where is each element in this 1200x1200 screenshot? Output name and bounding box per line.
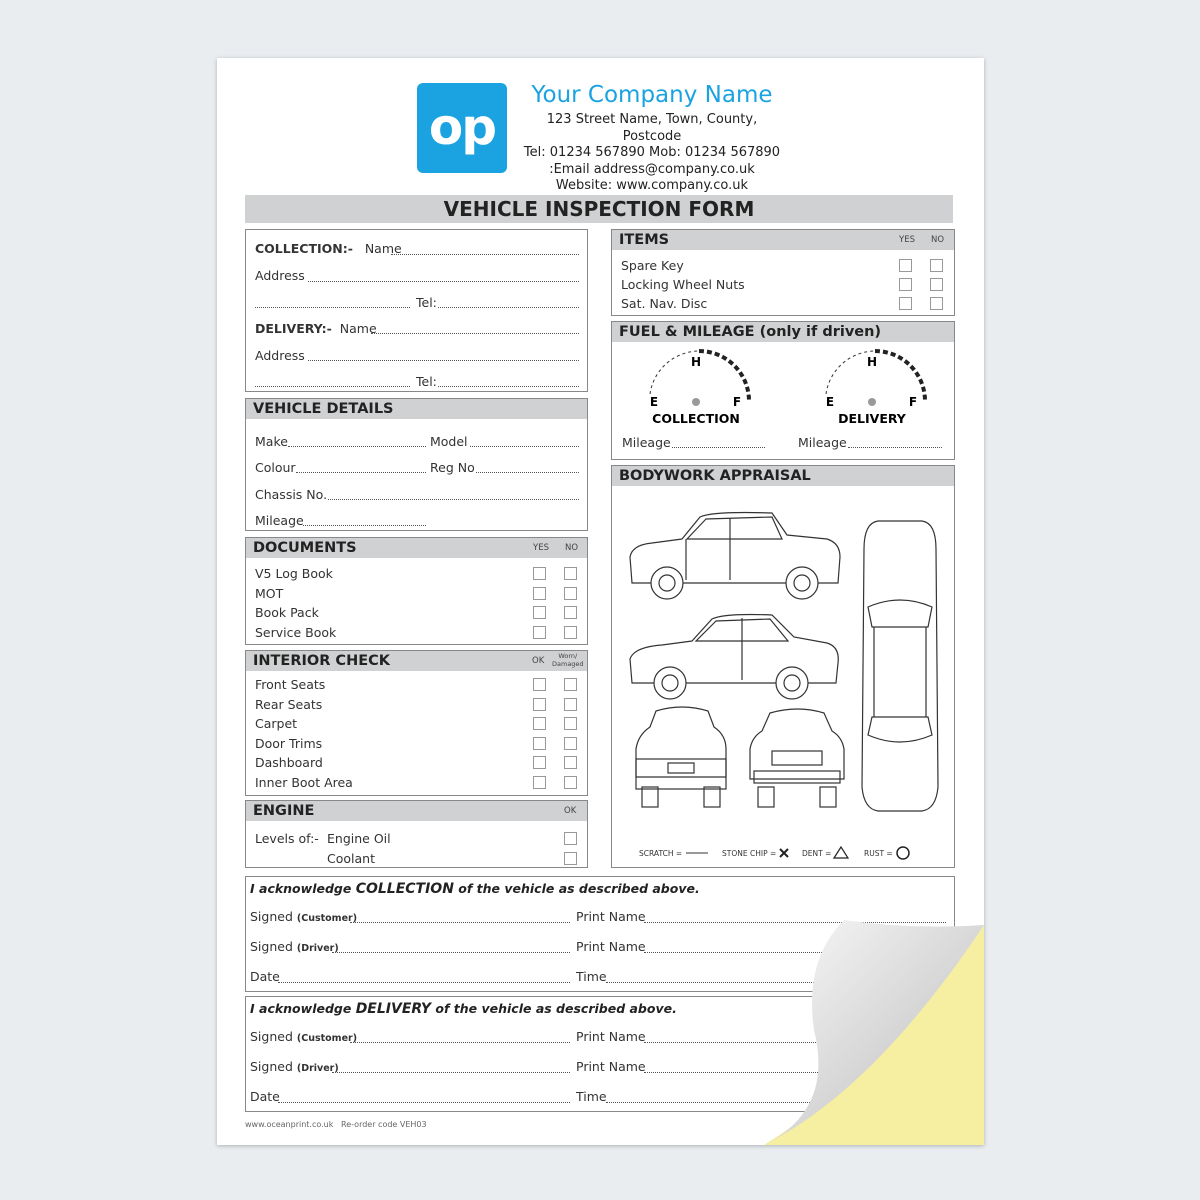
engine-item-label: Coolant xyxy=(327,850,375,866)
vehicle-details-header: VEHICLE DETAILS xyxy=(246,399,587,419)
collection-address-field-2[interactable] xyxy=(255,307,410,308)
collection-tel-field[interactable] xyxy=(438,307,579,308)
sign-label: Signed xyxy=(250,1029,293,1044)
collection-tel-label: Tel: xyxy=(416,295,437,310)
form-title: VEHICLE INSPECTION FORM xyxy=(245,195,953,223)
sign-right-label: Print Name xyxy=(576,1059,646,1074)
engine-item-checkbox[interactable] xyxy=(564,832,577,845)
engine-levels-label: Levels of:- xyxy=(255,831,319,846)
document-item-checkbox-2[interactable] xyxy=(564,606,577,619)
interior-item-label: Carpet xyxy=(255,716,298,731)
sign-role: (Driver) xyxy=(296,1063,339,1074)
sign-row-label xyxy=(250,969,280,984)
delivery-gauge-label: DELIVERY xyxy=(838,411,906,426)
ack-collection-post: of the vehicle as described above. xyxy=(453,881,700,896)
sign-row-label xyxy=(250,909,357,924)
model-field[interactable] xyxy=(470,446,579,447)
document-item-checkbox-1[interactable] xyxy=(533,626,546,639)
model-label: Model xyxy=(430,434,468,449)
bodywork-box xyxy=(611,465,955,868)
reg-label: Reg No xyxy=(430,460,475,475)
document-item-label: V5 Log Book xyxy=(255,566,333,581)
interior-check-box xyxy=(245,650,588,796)
sign-role: (Customer) xyxy=(296,913,358,924)
sign-right-label: Print Name xyxy=(576,939,646,954)
engine-header: ENGINE xyxy=(246,801,587,821)
interior-item-checkbox-2[interactable] xyxy=(564,776,577,789)
vehicle-mileage-field[interactable] xyxy=(303,525,426,526)
interior-item-checkbox-1[interactable] xyxy=(533,776,546,789)
delivery-address-field[interactable] xyxy=(308,360,579,361)
interior-item-checkbox-2[interactable] xyxy=(564,678,577,691)
ack-collection-text xyxy=(250,881,700,897)
documents-header: DOCUMENTS xyxy=(246,538,587,558)
interior-item-checkbox-2[interactable] xyxy=(564,737,577,750)
sign-role: (Driver) xyxy=(296,943,339,954)
collection-mileage-label: Mileage xyxy=(622,435,671,450)
delivery-name-label: Name xyxy=(339,321,377,336)
sign-field[interactable] xyxy=(332,952,570,953)
collection-fuel-gauge[interactable] xyxy=(650,351,749,426)
interior-ok-col: OK xyxy=(532,656,545,666)
legend-stone-chip: STONE CHIP = xyxy=(722,849,777,858)
engine-ok-col: OK xyxy=(564,806,577,816)
ack-delivery-post: of the vehicle as described above. xyxy=(431,1001,677,1016)
vehicle-details-box xyxy=(245,398,588,531)
ack-collection-keyword: COLLECTION xyxy=(355,881,454,897)
interior-item-checkbox-2[interactable] xyxy=(564,717,577,730)
delivery-label: DELIVERY:- xyxy=(255,321,332,336)
interior-item-checkbox-2[interactable] xyxy=(564,756,577,769)
interior-item-checkbox-1[interactable] xyxy=(533,737,546,750)
items-item-checkbox-1[interactable] xyxy=(899,297,912,310)
delivery-name-field[interactable] xyxy=(371,333,579,334)
car-side-right-diagram[interactable] xyxy=(630,615,838,700)
page-curl-icon xyxy=(764,920,984,1145)
delivery-row xyxy=(255,321,377,336)
sign-row-label xyxy=(250,1029,357,1044)
interior-item-checkbox-1[interactable] xyxy=(533,756,546,769)
vehicle-mileage-label: Mileage xyxy=(255,513,304,528)
collection-address-field[interactable] xyxy=(308,281,579,282)
sign-row-label xyxy=(250,1059,339,1074)
interior-item-label: Door Trims xyxy=(255,735,323,751)
delivery-tel-field[interactable] xyxy=(438,386,579,387)
make-field[interactable] xyxy=(288,446,426,447)
document-item-label: Book Pack xyxy=(255,605,319,620)
bodywork-legend xyxy=(639,847,909,859)
ack-delivery-keyword: DELIVERY xyxy=(355,1001,432,1017)
sign-right-label: Time xyxy=(576,969,607,984)
sign-field[interactable] xyxy=(350,1042,570,1043)
interior-item-label: Inner Boot Area xyxy=(255,774,353,790)
collection-label: COLLECTION:- xyxy=(255,241,353,256)
ack-delivery-pre: I acknowledge xyxy=(250,1001,356,1016)
company-phones: Tel: 01234 567890 Mob: 01234 567890 xyxy=(523,145,781,160)
items-item-label: Locking Wheel Nuts xyxy=(621,277,745,292)
company-email: :Email address@company.co.uk xyxy=(549,161,755,177)
engine-box xyxy=(245,800,588,868)
engine-item-checkbox[interactable] xyxy=(564,852,577,865)
interior-item-checkbox-1[interactable] xyxy=(533,717,546,730)
document-item-checkbox-1[interactable] xyxy=(533,606,546,619)
form-sheet xyxy=(217,58,984,1145)
document-item-checkbox-1[interactable] xyxy=(533,567,546,580)
chassis-field[interactable] xyxy=(328,499,579,500)
sign-right-label: Print Name xyxy=(576,1029,646,1044)
sign-right-label: Print Name xyxy=(576,909,646,924)
delivery-tel-label: Tel: xyxy=(416,374,437,389)
collection-gauge-h: H xyxy=(690,355,702,369)
sign-row-label xyxy=(250,939,339,954)
delivery-gauge-f: F xyxy=(908,395,918,409)
legend-rust: RUST = xyxy=(864,849,893,858)
sign-role: (Customer) xyxy=(296,1033,358,1044)
items-item-checkbox-1[interactable] xyxy=(899,259,912,272)
items-yes-col: YES xyxy=(899,235,915,245)
interior-item-label: Rear Seats xyxy=(255,696,323,712)
document-item-checkbox-2[interactable] xyxy=(564,567,577,580)
sign-label: Date xyxy=(250,969,280,984)
collection-row xyxy=(255,241,402,256)
collection-name-field[interactable] xyxy=(391,254,579,255)
items-item-label: Spare Key xyxy=(621,258,684,273)
sign-label: Date xyxy=(250,1089,280,1104)
items-item-checkbox-2[interactable] xyxy=(930,259,943,272)
interior-item-label: Dashboard xyxy=(255,755,323,770)
collection-address-label: Address xyxy=(255,268,305,283)
sign-label: Signed xyxy=(250,939,293,954)
delivery-gauge-h: H xyxy=(866,355,878,369)
interior-item-checkbox-1[interactable] xyxy=(533,678,546,691)
bodywork-header: BODYWORK APPRAISAL xyxy=(612,466,954,486)
collection-gauge-e: E xyxy=(649,395,659,409)
footer xyxy=(245,1120,427,1129)
items-box xyxy=(611,229,955,316)
collection-gauge-f: F xyxy=(732,395,742,409)
fuel-gauges xyxy=(612,342,954,432)
items-item-label: Sat. Nav. Disc xyxy=(621,296,708,311)
interior-item-checkbox-1[interactable] xyxy=(533,698,546,711)
items-header: ITEMS xyxy=(612,230,954,250)
sign-field[interactable] xyxy=(278,1102,570,1103)
interior-damaged-col-line1: Worn/ xyxy=(558,652,578,660)
items-item-checkbox-2[interactable] xyxy=(930,278,943,291)
car-side-left-diagram[interactable] xyxy=(630,513,840,600)
delivery-address-label: Address xyxy=(255,348,305,363)
collection-name-label: Name xyxy=(364,241,402,256)
car-diagrams[interactable] xyxy=(612,487,954,867)
items-item-checkbox-1[interactable] xyxy=(899,278,912,291)
company-logo: op xyxy=(417,83,507,173)
fuel-mileage-box xyxy=(611,321,955,460)
document-item-label: MOT xyxy=(255,585,284,601)
legend-scratch: SCRATCH = xyxy=(639,849,683,858)
items-no-col: NO xyxy=(931,235,945,245)
document-item-label: Service Book xyxy=(255,624,337,640)
interior-damaged-col xyxy=(552,653,584,668)
interior-item-label: Front Seats xyxy=(255,677,326,692)
ack-delivery-text xyxy=(250,1001,677,1017)
car-front-diagram[interactable] xyxy=(750,709,844,807)
sign-field[interactable] xyxy=(350,922,570,923)
delivery-mileage-label: Mileage xyxy=(798,435,847,450)
delivery-address-field-2[interactable] xyxy=(255,386,410,387)
chassis-label: Chassis No. xyxy=(255,487,328,502)
sign-label: Signed xyxy=(250,909,293,924)
sign-right-label: Time xyxy=(576,1089,607,1104)
collection-delivery-box xyxy=(245,229,588,392)
delivery-mileage-field[interactable] xyxy=(848,447,942,448)
sign-field[interactable] xyxy=(332,1072,570,1073)
collection-mileage-field[interactable] xyxy=(672,447,765,448)
interior-item-checkbox-2[interactable] xyxy=(564,698,577,711)
colour-label: Colour xyxy=(255,460,296,475)
footer-code: Re-order code VEH03 xyxy=(341,1120,427,1129)
interior-damaged-col-line2: Damaged xyxy=(552,659,584,668)
document-item-checkbox-1[interactable] xyxy=(533,587,546,600)
documents-yes-col: YES xyxy=(533,543,549,553)
sign-label: Signed xyxy=(250,1059,293,1074)
document-item-checkbox-2[interactable] xyxy=(564,626,577,639)
car-top-diagram[interactable] xyxy=(862,521,938,811)
sign-field[interactable] xyxy=(278,982,570,983)
footer-site: www.oceanprint.co.uk xyxy=(245,1120,334,1129)
company-address: 123 Street Name, Town, County, Postcode xyxy=(546,112,758,144)
company-name: Your Company Name xyxy=(531,82,773,108)
colour-field[interactable] xyxy=(296,472,426,473)
documents-box xyxy=(245,537,588,645)
fuel-header: FUEL & MILEAGE (only if driven) xyxy=(612,322,954,342)
sign-row-label xyxy=(250,1089,280,1104)
collection-gauge-label: COLLECTION xyxy=(652,411,740,426)
legend-dent: DENT = xyxy=(802,849,832,858)
engine-item-label: Engine Oil xyxy=(327,831,391,846)
documents-no-col: NO xyxy=(565,543,579,553)
company-website: Website: www.company.co.uk xyxy=(555,178,749,193)
delivery-fuel-gauge[interactable] xyxy=(826,351,925,426)
make-label: Make xyxy=(255,434,288,449)
company-contact xyxy=(517,112,787,195)
items-item-checkbox-2[interactable] xyxy=(930,297,943,310)
reg-field[interactable] xyxy=(476,472,579,473)
delivery-gauge-e: E xyxy=(825,395,835,409)
document-item-checkbox-2[interactable] xyxy=(564,587,577,600)
car-rear-diagram[interactable] xyxy=(636,707,726,807)
ack-collection-pre: I acknowledge xyxy=(250,881,356,896)
interior-header: INTERIOR CHECK xyxy=(246,651,587,671)
